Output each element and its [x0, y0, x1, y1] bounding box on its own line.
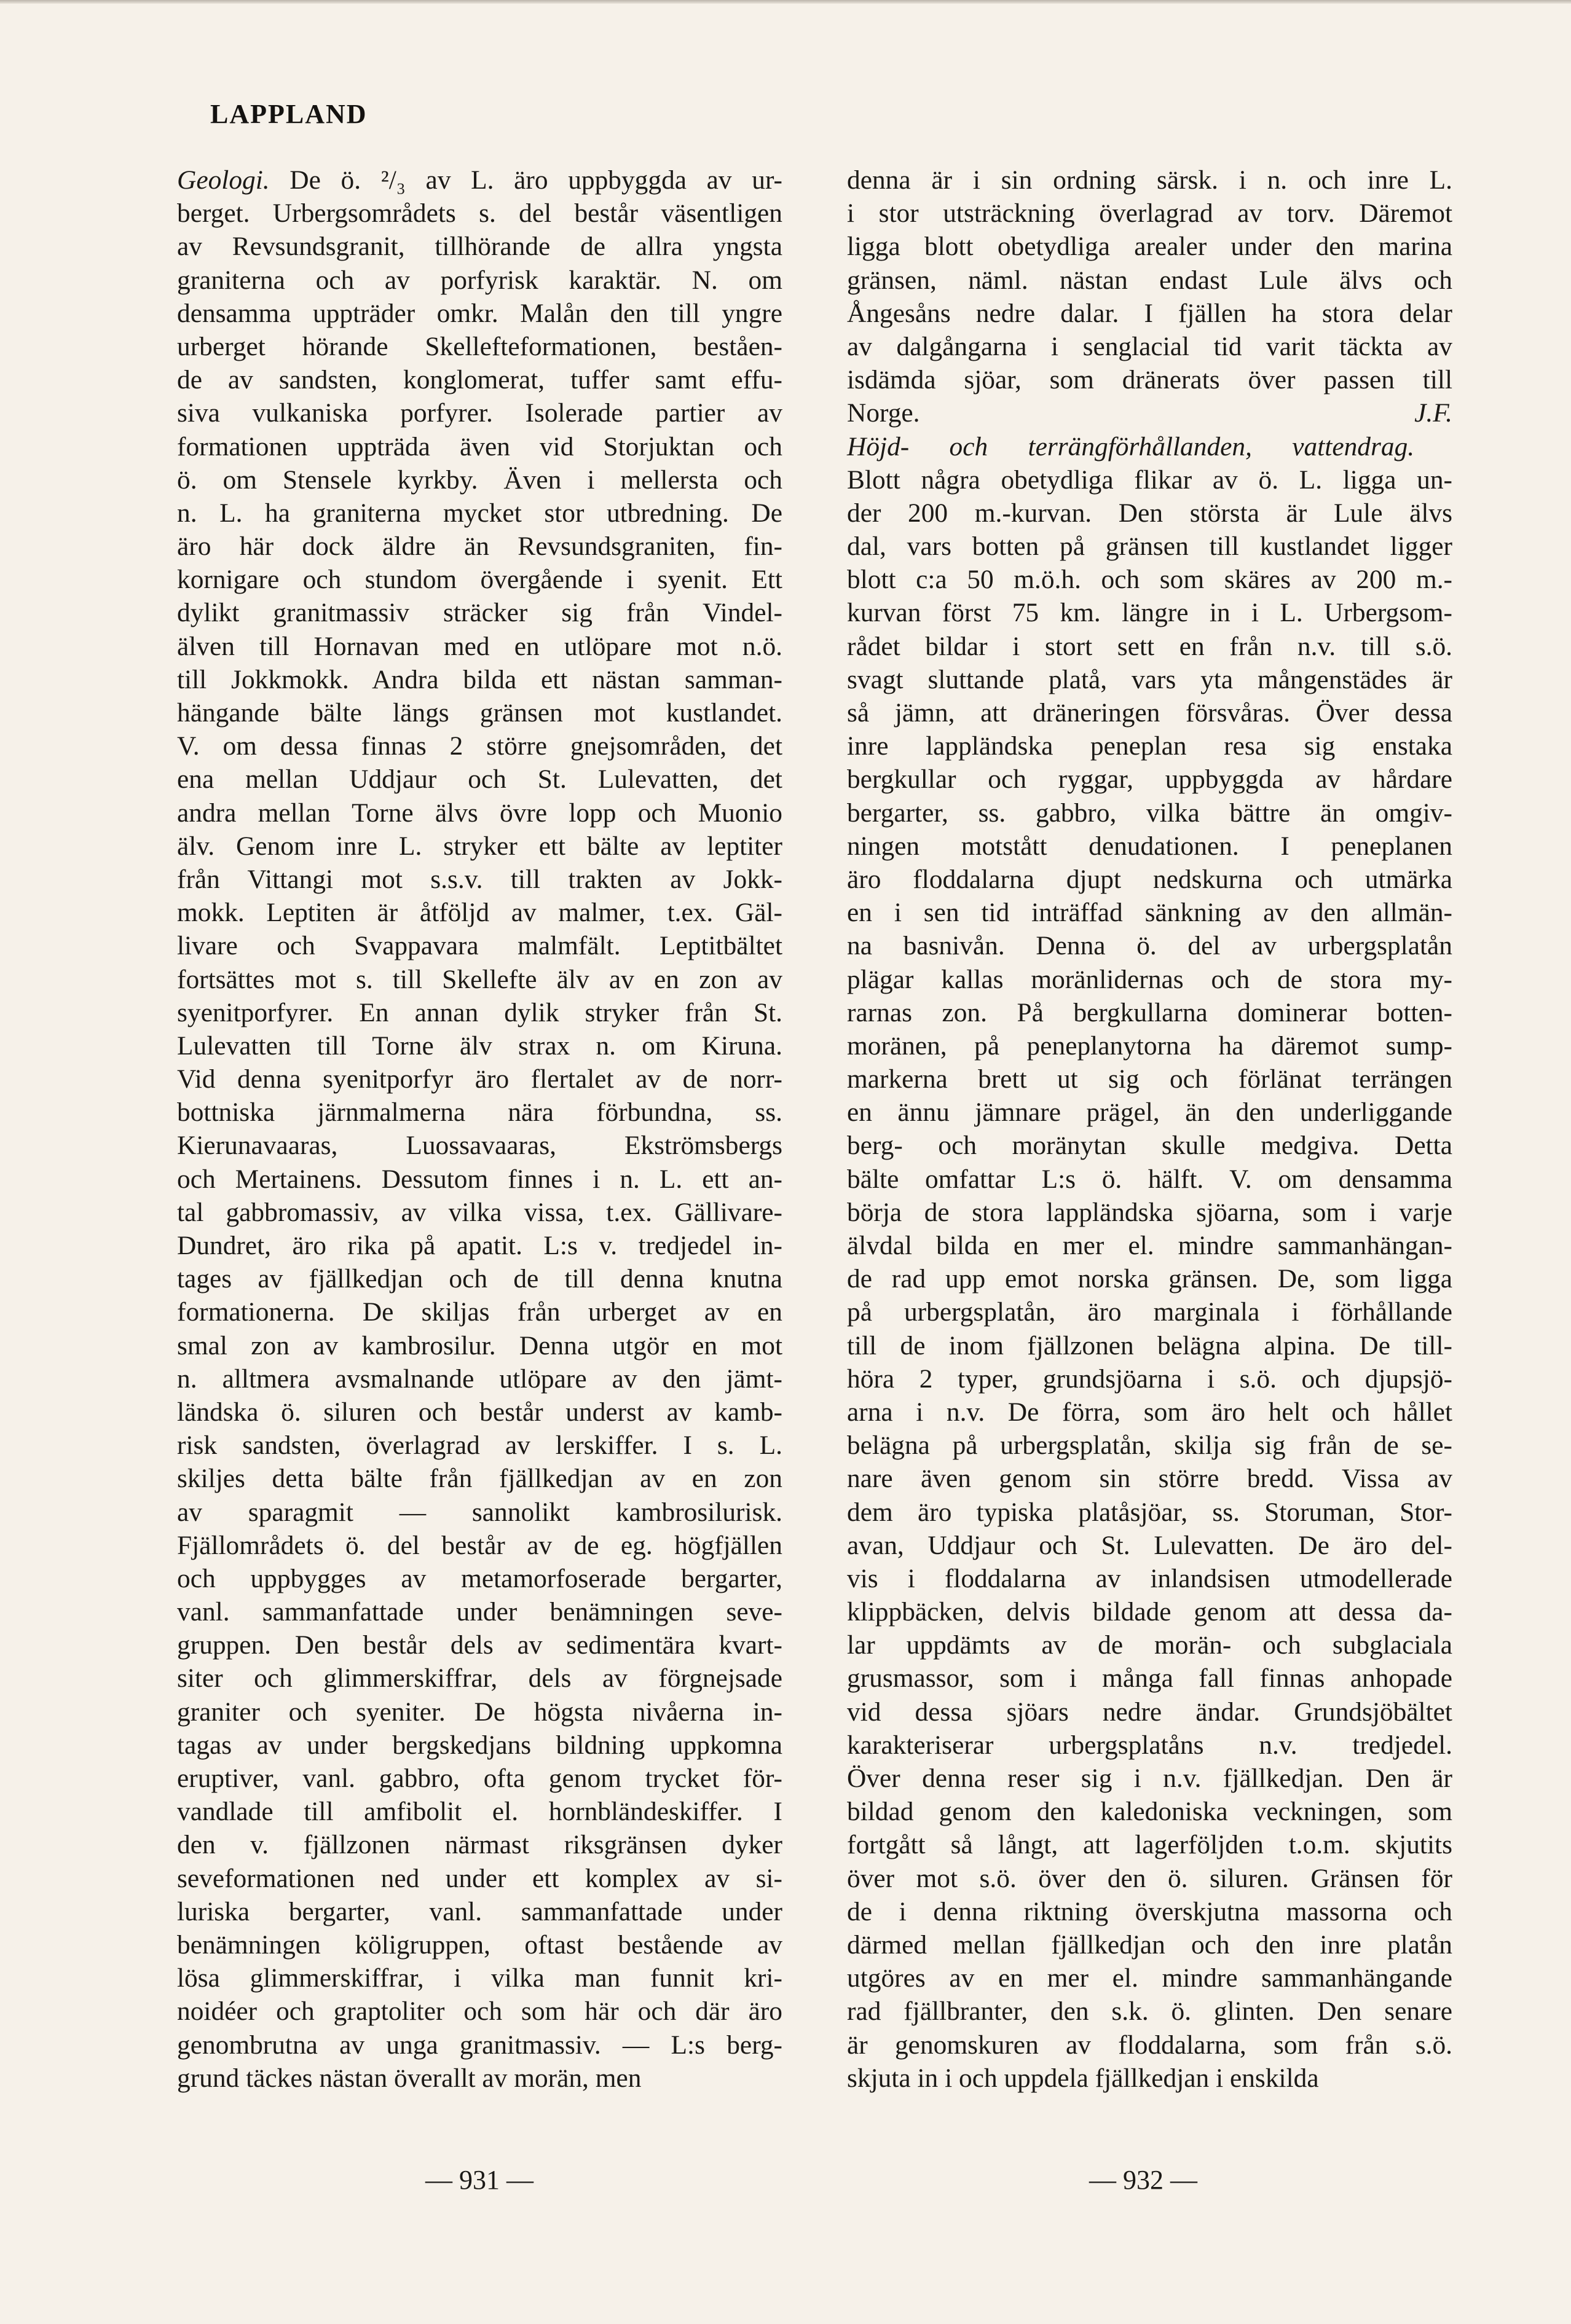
text-line: bottniska järnmalmerna nära förbundna, ss. [177, 1097, 782, 1128]
text-line: benämningen köligruppen, oftast bestående av [177, 1929, 782, 1960]
text-line: fortsättes mot s. till Skellefte älv av en zon av [177, 964, 782, 994]
text-line: i stor utsträckning överlagrad av torv. Däremot [847, 198, 1452, 229]
text-line: äro här dock äldre än Revsundsgraniten, fin- [177, 532, 782, 562]
text-line: vanl. sammanfattade under benämningen seve- [177, 1597, 782, 1627]
text-line: bälte omfattar L:s ö. hälft. V. om densamma [847, 1164, 1452, 1194]
text-line: Dundret, äro rika på apatit. L:s v. tredjedel in- [177, 1231, 782, 1260]
text-line: är genomskuren av floddalarna, som från s.ö. [847, 2030, 1452, 2060]
text-line: lösa glimmerskiffrar, i vilka man funnit kri- [177, 1963, 782, 1993]
text-line: mokk. Leptiten är åtföljd av malmer, t.ex. Gäl- [177, 898, 782, 928]
text-line: vis i floddalarna av inlandsisen utmodellerade [847, 1563, 1452, 1593]
text-line: skiljes detta bälte från fjällkedjan av en zon [177, 1464, 782, 1494]
text-line: der 200 m.-kurvan. Den största är Lule älvs [847, 498, 1452, 528]
text-line: så jämn, att dräneringen försvåras. Över dessa [847, 698, 1452, 728]
text-line: älvdal bilda en mer el. mindre sammanhängan- [847, 1231, 1452, 1260]
text-line: risk sandsten, överlagrad av lerskiffer. I s. L. [177, 1431, 782, 1461]
text-line: gränsen, näml. nästan endast Lule älvs och [847, 265, 1452, 295]
text-line: Blott några obetydliga flikar av ö. L. ligga un- [847, 465, 1452, 495]
text-line: hängande bälte längs gränsen mot kustlandet. [177, 698, 782, 728]
text-line: lar uppdämts av de morän- och subglaciala [847, 1630, 1452, 1660]
text-line: fortgått så långt, att lagerföljden t.o.m. skjutits [847, 1830, 1452, 1860]
text-line: dal, vars botten på gränsen till kustlandet ligger [847, 532, 1452, 562]
author-signature: J.F. [1414, 398, 1452, 428]
text-line: formationen uppträda även vid Storjuktan och [177, 431, 782, 461]
text-line: älven till Hornavan med en utlöpare mot n.ö. [177, 631, 782, 661]
text-line: de rad upp emot norska gränsen. De, som ligga [847, 1264, 1452, 1294]
text-line: bildad genom den kaledoniska veckningen, som [847, 1797, 1452, 1827]
text-line: n. L. ha graniterna mycket stor utbredning. De [177, 498, 782, 528]
text-line: inre lappländska peneplan resa sig enstaka [847, 731, 1452, 761]
text-line: av Revsundsgranit, tillhörande de allra yngsta [177, 232, 782, 262]
text-line: moränen, på peneplanytorna ha däremot sump- [847, 1030, 1452, 1061]
text-line: vid dessa sjöars nedre ändar. Grundsjöbältet [847, 1697, 1452, 1727]
text-line: Vid denna syenitporfyr äro flertalet av de norr- [177, 1064, 782, 1094]
text-line: noidéer och graptoliter och som här och där äro [177, 1996, 782, 2027]
text-line: graniter och syeniter. De högsta nivåerna in- [177, 1697, 782, 1727]
text-line: dylikt granitmassiv sträcker sig från Vindel- [177, 598, 782, 628]
text-line: denna är i sin ordning särsk. i n. och inre L. [847, 165, 1452, 195]
text-line: Lulevatten till Torne älv strax n. om Kiruna. [177, 1030, 782, 1061]
text-line: höra 2 typer, grundsjöarna i s.ö. och djupsjö- [847, 1364, 1452, 1394]
text-line: en i sen tid inträffad sänkning av den allmän- [847, 898, 1452, 928]
text-line: Fjällområdets ö. del består av de eg. högfjällen [177, 1530, 782, 1560]
text-line: de av sandsten, konglomerat, tuffer samt effu- [177, 365, 782, 395]
running-title: LAPPLAND [210, 99, 368, 129]
page-top-edge [0, 0, 1571, 4]
text-line: och uppbygges av metamorfoserade bergarter, [177, 1563, 782, 1593]
text-line: V. om dessa finnas 2 större gnejsområden, det [177, 731, 782, 761]
text-line: formationerna. De skiljas från urberget av en [177, 1297, 782, 1327]
text-line: isdämda sjöar, som dränerats över passen till [847, 365, 1452, 395]
text-line: blott c:a 50 m.ö.h. och som skäres av 200 m.- [847, 565, 1452, 595]
text-line: börja de stora lappländska sjöarna, som i varje [847, 1197, 1452, 1227]
text-line: ö. om Stensele kyrkby. Även i mellersta och [177, 465, 782, 495]
text-line: utgöres av en mer el. mindre sammanhängande [847, 1963, 1452, 1993]
left-column [177, 163, 782, 2095]
text-line: eruptiver, vanl. gabbro, ofta genom trycket för- [177, 1764, 782, 1793]
text-line: tages av fjällkedjan och de till denna knutna [177, 1264, 782, 1294]
text-line: Över denna reser sig i n.v. fjällkedjan. Den är [847, 1764, 1452, 1793]
text-line: på urbergsplatån, äro marginala i förhållande [847, 1297, 1452, 1327]
text-line: ningen motstått denudationen. I peneplanen [847, 831, 1452, 861]
text-line: graniterna och av porfyrisk karaktär. N. om [177, 265, 782, 295]
text-line: till de inom fjällzonen belägna alpina. De till- [847, 1330, 1452, 1360]
text-line: den v. fjällzonen närmast riksgränsen dyker [177, 1830, 782, 1860]
text-line: seveformationen ned under ett komplex av si- [177, 1863, 782, 1893]
text-line: karakteriserar urbergsplatåns n.v. tredjedel. [847, 1730, 1452, 1760]
text-line: berg- och moränytan skulle medgiva. Detta [847, 1131, 1452, 1161]
text-line: äro floddalarna djupt nedskurna och utmärka [847, 864, 1452, 894]
text-line: markerna brett ut sig och förlänat terrängen [847, 1064, 1452, 1094]
section-heading: Geologi. [177, 165, 270, 195]
text-line: Kierunavaaras, Luossavaaras, Ekströmsbergs [177, 1131, 782, 1161]
section-heading: Höjd- och terrängförhållanden, vattendrag. [847, 431, 1415, 461]
right-column [847, 163, 1452, 2095]
text-line: från Vittangi mot s.s.v. till trakten av Jokk- [177, 864, 782, 894]
text-line: älv. Genom inre L. stryker ett bälte av leptiter [177, 831, 782, 861]
text-line: tal gabbromassiv, av vilka vissa, t.ex. Gällivare- [177, 1197, 782, 1227]
text-line: gruppen. Den består dels av sedimentära kvart- [177, 1630, 782, 1660]
text-line: avan, Uddjaur och St. Lulevatten. De äro del- [847, 1530, 1452, 1560]
text-line: klippbäcken, delvis bildade genom att dessa da- [847, 1597, 1452, 1627]
page-number-right: — 932 — [1089, 2165, 1197, 2195]
text-line: dem äro typiska platåsjöar, ss. Storuman, Stor- [847, 1497, 1452, 1527]
text-line: kornigare och stundom övergående i syenit. Ett [177, 565, 782, 595]
text-line: genombrutna av unga granitmassiv. — L:s berg- [177, 2030, 782, 2060]
text-line: na basnivån. Denna ö. del av urbergsplatån [847, 931, 1452, 961]
text-line: svagt sluttande platå, vars yta mångenstädes är [847, 664, 1452, 694]
text-line: siva vulkaniska porfyrer. Isolerade partier av [177, 398, 782, 428]
text-line: och Mertainens. Dessutom finnes i n. L. ett an- [177, 1164, 782, 1194]
text-line: andra mellan Torne älvs övre lopp och Muonio [177, 798, 782, 828]
text-line: bergarter, ss. gabbro, vilka bättre än omgiv- [847, 798, 1452, 828]
text-line: av dalgångarna i senglacial tid varit täckta av [847, 331, 1452, 361]
text-line: siter och glimmerskiffrar, dels av förgnejsade [177, 1663, 782, 1694]
text-line: vandlade till amfibolit el. hornbländeskiffer. I [177, 1797, 782, 1827]
text-line: skjuta in i och uppdela fjällkedjan i enskilda [847, 2063, 1319, 2093]
text-line: belägna på urbergsplatån, skilja sig från de se- [847, 1431, 1452, 1461]
text-line: luriska bergarter, vanl. sammanfattade under [177, 1896, 782, 1926]
text-line: syenitporfyrer. En annan dylik stryker från St. [177, 997, 782, 1027]
text-line: Norge. J.F. [847, 396, 1452, 430]
page-number-left: — 931 — [425, 2165, 534, 2195]
text-line: en ännu jämnare prägel, än den underliggande [847, 1097, 1452, 1128]
text-line: grund täckes nästan överallt av morän, men [177, 2063, 642, 2093]
text-line: livare och Svappavara malmfält. Leptitbältet [177, 931, 782, 961]
text-line: rådet bildar i stort sett en från n.v. till s.ö. [847, 631, 1452, 661]
text-line: plägar kallas moränlidernas och de stora my- [847, 964, 1452, 994]
text-line: n. alltmera avsmalnande utlöpare av den jämt- [177, 1364, 782, 1394]
text-line: kurvan först 75 km. längre in i L. Urbergsom- [847, 598, 1452, 628]
text-line: rarnas zon. På bergkullarna dominerar botten- [847, 997, 1452, 1027]
text-line: därmed mellan fjällkedjan och den inre platån [847, 1929, 1452, 1960]
text-line: de i denna riktning överskjutna massorna och [847, 1896, 1452, 1926]
text-line: över mot s.ö. över den ö. siluren. Gränsen för [847, 1863, 1452, 1893]
text-line: ena mellan Uddjaur och St. Lulevatten, det [177, 764, 782, 795]
text-line: ländska ö. siluren och består underst av kamb- [177, 1397, 782, 1427]
text-line: Geologi. De ö. ²/₃ av L. äro uppbyggda av ur- [177, 165, 782, 195]
text-line: arna i n.v. De förra, som äro helt och hållet [847, 1397, 1452, 1427]
text-line: av sparagmit — sannolikt kambrosilurisk. [177, 1497, 782, 1527]
text-line: ligga blott obetydliga arealer under den marina [847, 232, 1452, 262]
text-line: Ångesåns nedre dalar. I fjällen ha stora delar [847, 298, 1452, 328]
text-line: till Jokkmokk. Andra bilda ett nästan samman- [177, 664, 782, 694]
text-line: tagas av under bergskedjans bildning uppkomna [177, 1730, 782, 1760]
text-line: densamma uppträder omkr. Malån den till yngre [177, 298, 782, 328]
text-line: rad fjällbranter, den s.k. ö. glinten. Den senare [847, 1996, 1452, 2027]
text-line: berget. Urbergsområdets s. del består väsentligen [177, 198, 782, 229]
text-line: bergkullar och ryggar, uppbyggda av hårdare [847, 764, 1452, 795]
text-line: nare även genom sin större bredd. Vissa av [847, 1464, 1452, 1494]
text-line: grusmassor, som i många fall finnas anhopade [847, 1663, 1452, 1694]
text-line: urberget hörande Skellefteformationen, beståen- [177, 331, 782, 361]
text-line: smal zon av kambrosilur. Denna utgör en mot [177, 1330, 782, 1360]
